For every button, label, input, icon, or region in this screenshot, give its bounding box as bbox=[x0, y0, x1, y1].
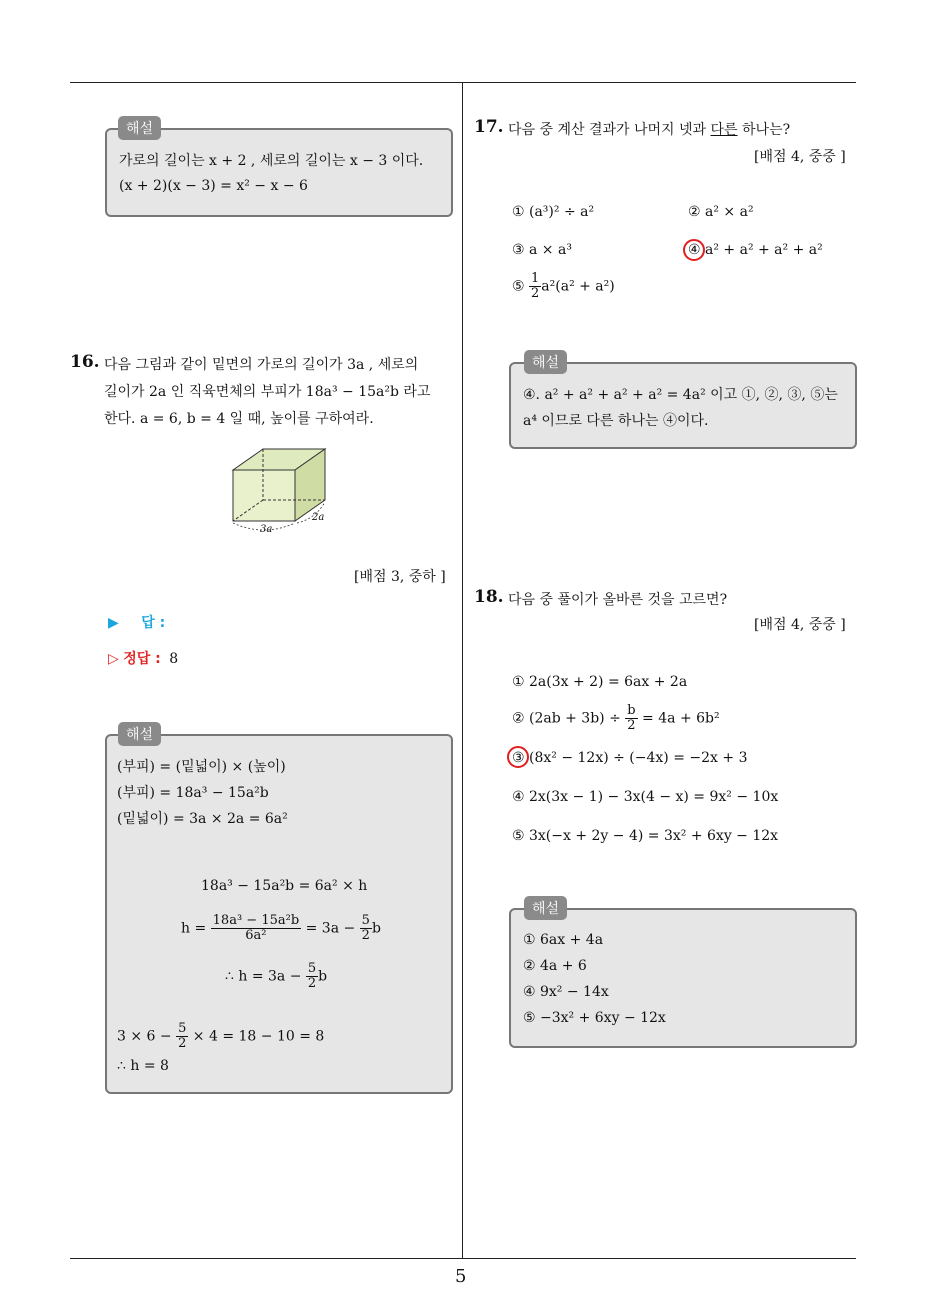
option-4[interactable]: ④ a² + a² + a² + a² bbox=[688, 242, 823, 258]
option-4[interactable]: ④ 2x(3x − 1) − 3x(4 − x) = 9x² − 10x bbox=[512, 789, 779, 805]
option-3[interactable]: ③ (8x² − 12x) ÷ (−4x) = −2x + 3 bbox=[512, 750, 748, 766]
figure-label-2a: 2a bbox=[312, 512, 325, 523]
solution-line: h = $\frac{\text{18a³ − 15a²b}}{\text{6a²}}$ = 3a − $\frac{5}{2}$ b bbox=[181, 913, 381, 943]
figure-label-3a: 3a bbox=[260, 524, 273, 535]
solution-tag: 해설 bbox=[524, 350, 567, 374]
solution-tag: 해설 bbox=[118, 116, 161, 140]
option-3[interactable]: ③ a × a³ bbox=[512, 242, 572, 258]
option-5[interactable]: ⑤ 3x(−x + 2y − 4) = 3x² + 6xy − 12x bbox=[512, 828, 779, 844]
solution-line: 3 × 6 − $\frac{5}{2}$ × 4 = 18 − 10 = 8 bbox=[117, 1021, 325, 1051]
option-5[interactable]: ⑤ $\frac{1}{2}$ a²(a² + a²) bbox=[512, 271, 615, 301]
solution-line: (부피) = 18a³ − 15a²b bbox=[117, 785, 269, 801]
question-number-16: 16. bbox=[70, 352, 100, 372]
solution-box-15 bbox=[105, 128, 453, 217]
question-text: 다음 중 계산 결과가 나머지 넷과 다른 하나는? bbox=[508, 122, 791, 138]
solution-line: ② 4a + 6 bbox=[523, 958, 587, 974]
solution-line: ∴ h = 3a − $\frac{5}{2}$ b bbox=[225, 961, 328, 991]
question-text-line: 한다. a = 6, b = 4 일 때, 높이를 구하여라. bbox=[104, 411, 374, 427]
correct-answer-row bbox=[108, 648, 178, 668]
question-text-line: 길이가 2a 인 직육면체의 부피가 18a³ − 15a²b 라고 bbox=[104, 384, 431, 400]
question-text-line: 다음 그림과 같이 밑면의 가로의 길이가 3a , 세로의 bbox=[104, 357, 419, 373]
solution-line: ④. a² + a² + a² + a² = 4a² 이고 ①, ②, ③, ⑤는 bbox=[523, 387, 838, 403]
solution-line: ④ 9x² − 14x bbox=[523, 984, 609, 1000]
solution-line: 18a³ − 15a²b = 6a² × h bbox=[201, 878, 368, 894]
solution-tag: 해설 bbox=[524, 896, 567, 920]
solution-line: (x + 2)(x − 3) = x² − x − 6 bbox=[119, 178, 308, 194]
selected-answer-circle bbox=[683, 239, 705, 261]
header-rule bbox=[70, 82, 856, 83]
solution-line: a⁴ 이므로 다른 하나는 ④이다. bbox=[523, 413, 709, 429]
selected-answer-circle bbox=[507, 746, 529, 768]
column-divider bbox=[462, 82, 463, 1259]
question-meta: [배점 3, 중하 ] bbox=[354, 569, 446, 585]
question-number-17: 17. bbox=[474, 117, 504, 137]
solution-line: (밑넓이) = 3a × 2a = 6a² bbox=[117, 811, 288, 827]
cuboid-figure bbox=[225, 445, 335, 540]
solution-box-16 bbox=[105, 734, 453, 1094]
option-2[interactable]: ② a² × a² bbox=[688, 204, 754, 220]
question-meta: [배점 4, 중중 ] bbox=[754, 149, 846, 165]
correct-answer-label: 정답 : bbox=[123, 651, 161, 667]
solution-box-17 bbox=[509, 362, 857, 449]
page-number: 5 bbox=[455, 1266, 467, 1287]
option-1[interactable]: ① (a³)² ÷ a² bbox=[512, 204, 595, 220]
solution-box-18 bbox=[509, 908, 857, 1048]
solution-line: ① 6ax + 4a bbox=[523, 932, 604, 948]
solution-line: (부피) = (밑넓이) × (높이) bbox=[117, 759, 286, 775]
correct-answer-value: 8 bbox=[169, 651, 179, 667]
solution-line: 가로의 길이는 x + 2 , 세로의 길이는 x − 3 이다. bbox=[119, 153, 424, 169]
answer-label: 답 : bbox=[141, 615, 166, 631]
emphasis-underline: 다른 bbox=[710, 122, 738, 138]
question-text: 다음 중 풀이가 올바른 것을 고르면? bbox=[508, 592, 728, 608]
triangle-outline-icon: ▷ bbox=[108, 651, 119, 667]
answer-row bbox=[108, 612, 165, 632]
option-2[interactable]: ② (2ab + 3b) ÷ $\frac{b}{2}$ = 4a + 6b² bbox=[512, 703, 720, 733]
play-icon: ▶ bbox=[108, 615, 119, 631]
option-1[interactable]: ① 2a(3x + 2) = 6ax + 2a bbox=[512, 674, 688, 690]
solution-tag: 해설 bbox=[118, 722, 161, 746]
question-number-18: 18. bbox=[474, 587, 504, 607]
solution-line: ⑤ −3x² + 6xy − 12x bbox=[523, 1010, 666, 1026]
solution-line: ∴ h = 8 bbox=[117, 1058, 169, 1074]
footer-rule bbox=[70, 1258, 856, 1259]
question-meta: [배점 4, 중중 ] bbox=[754, 617, 846, 633]
